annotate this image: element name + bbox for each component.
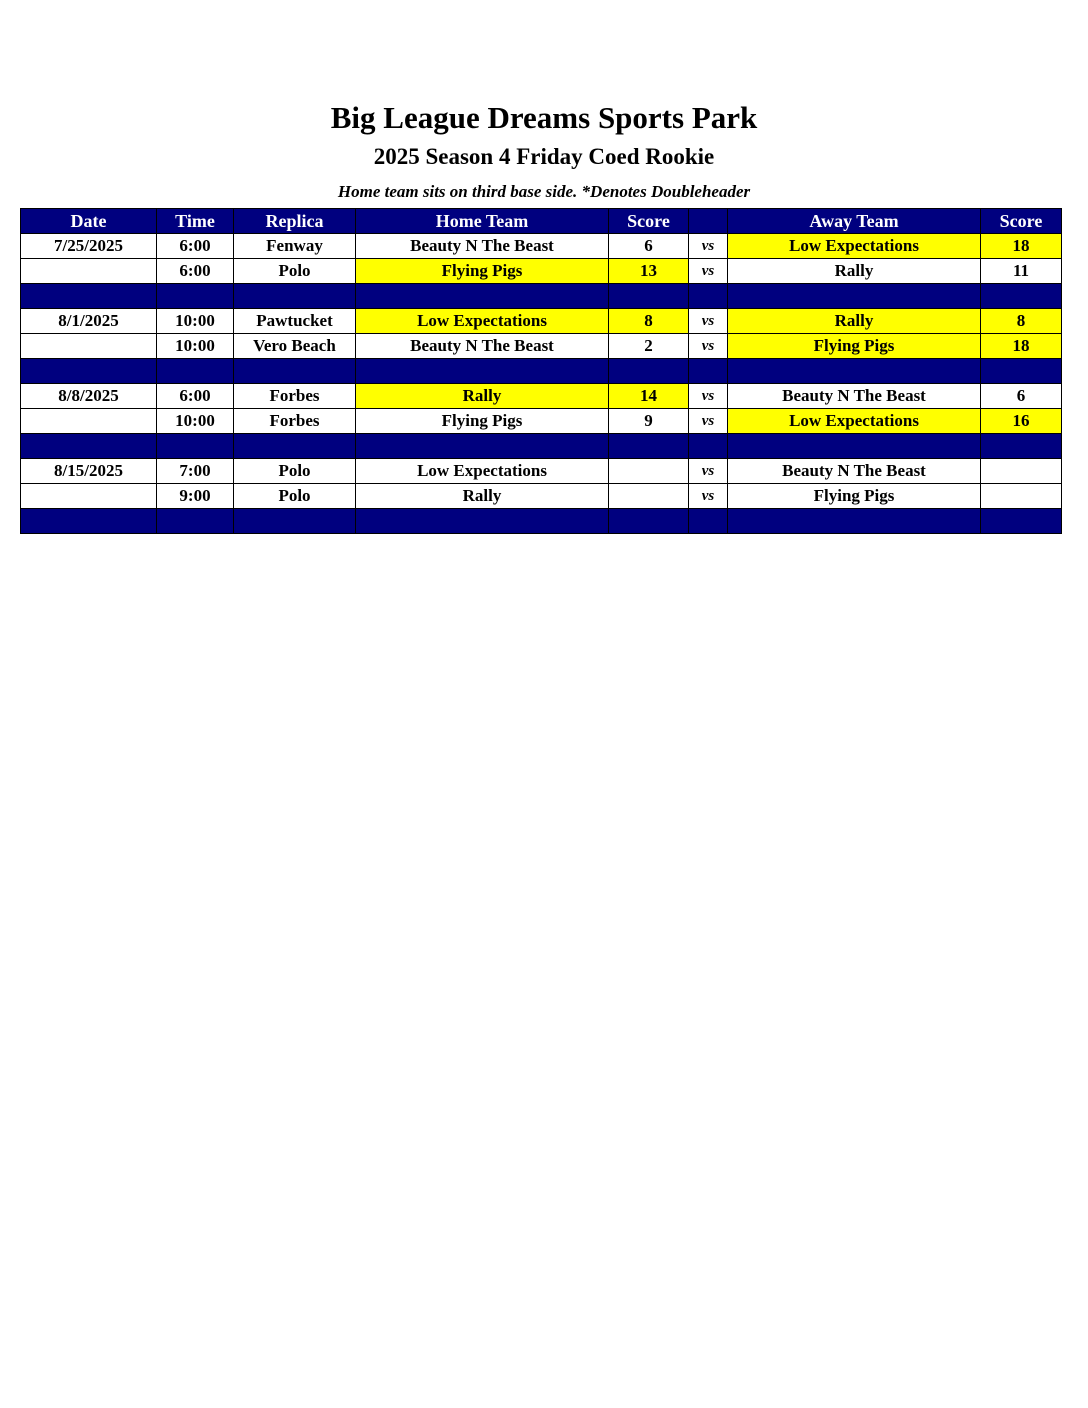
game-replica: Forbes bbox=[234, 384, 356, 409]
away-score: 18 bbox=[981, 334, 1062, 359]
vs-label: vs bbox=[689, 484, 728, 509]
home-score: 13 bbox=[609, 259, 689, 284]
home-score: 14 bbox=[609, 384, 689, 409]
home-team: Beauty N The Beast bbox=[356, 234, 609, 259]
away-score: 18 bbox=[981, 234, 1062, 259]
away-team: Rally bbox=[728, 309, 981, 334]
vs-label: vs bbox=[689, 459, 728, 484]
home-score: 6 bbox=[609, 234, 689, 259]
vs-label: vs bbox=[689, 384, 728, 409]
away-score: 16 bbox=[981, 409, 1062, 434]
table-row bbox=[21, 459, 1062, 484]
game-replica: Polo bbox=[234, 459, 356, 484]
vs-label: vs bbox=[689, 409, 728, 434]
game-date: 8/1/2025 bbox=[21, 309, 157, 334]
game-replica: Vero Beach bbox=[234, 334, 356, 359]
game-date bbox=[21, 409, 157, 434]
col-header-home-score: Score bbox=[609, 209, 689, 234]
schedule-table bbox=[20, 208, 1062, 534]
col-header-replica: Replica bbox=[234, 209, 356, 234]
table-row bbox=[21, 409, 1062, 434]
game-date: 8/15/2025 bbox=[21, 459, 157, 484]
away-team: Rally bbox=[728, 259, 981, 284]
away-team: Low Expectations bbox=[728, 409, 981, 434]
vs-label: vs bbox=[689, 234, 728, 259]
separator-row bbox=[21, 359, 1062, 384]
page-title: Big League Dreams Sports Park bbox=[330, 100, 758, 135]
game-time: 10:00 bbox=[157, 309, 234, 334]
home-team: Rally bbox=[356, 484, 609, 509]
page-subtitle: 2025 Season 4 Friday Coed Rookie bbox=[373, 144, 715, 169]
home-team: Flying Pigs bbox=[356, 259, 609, 284]
col-header-vs bbox=[689, 209, 728, 234]
home-score: 2 bbox=[609, 334, 689, 359]
table-row bbox=[21, 334, 1062, 359]
col-header-time: Time bbox=[157, 209, 234, 234]
game-replica: Fenway bbox=[234, 234, 356, 259]
home-score: 9 bbox=[609, 409, 689, 434]
table-row bbox=[21, 384, 1062, 409]
game-replica: Polo bbox=[234, 484, 356, 509]
home-score bbox=[609, 484, 689, 509]
vs-label: vs bbox=[689, 259, 728, 284]
away-team: Flying Pigs bbox=[728, 334, 981, 359]
col-header-away-score: Score bbox=[981, 209, 1062, 234]
away-score: 8 bbox=[981, 309, 1062, 334]
table-row bbox=[21, 484, 1062, 509]
away-team: Beauty N The Beast bbox=[728, 459, 981, 484]
separator-row bbox=[21, 509, 1062, 534]
home-team: Low Expectations bbox=[356, 309, 609, 334]
col-header-home-team: Home Team bbox=[356, 209, 609, 234]
home-team: Low Expectations bbox=[356, 459, 609, 484]
game-time: 7:00 bbox=[157, 459, 234, 484]
home-score: 8 bbox=[609, 309, 689, 334]
game-time: 6:00 bbox=[157, 384, 234, 409]
header-row bbox=[21, 209, 1062, 234]
home-score bbox=[609, 459, 689, 484]
game-date bbox=[21, 484, 157, 509]
vs-label: vs bbox=[689, 334, 728, 359]
table-row bbox=[21, 309, 1062, 334]
away-team: Beauty N The Beast bbox=[728, 384, 981, 409]
separator-row bbox=[21, 434, 1062, 459]
home-team: Flying Pigs bbox=[356, 409, 609, 434]
game-replica: Pawtucket bbox=[234, 309, 356, 334]
away-score bbox=[981, 484, 1062, 509]
game-time: 10:00 bbox=[157, 334, 234, 359]
game-date: 8/8/2025 bbox=[21, 384, 157, 409]
vs-label: vs bbox=[689, 309, 728, 334]
col-header-date: Date bbox=[21, 209, 157, 234]
game-date bbox=[21, 334, 157, 359]
table-row bbox=[21, 259, 1062, 284]
separator-row bbox=[21, 284, 1062, 309]
away-score bbox=[981, 459, 1062, 484]
away-score: 6 bbox=[981, 384, 1062, 409]
away-score: 11 bbox=[981, 259, 1062, 284]
home-team: Beauty N The Beast bbox=[356, 334, 609, 359]
schedule-note: Home team sits on third base side. *Denotes Doubleheader bbox=[337, 182, 751, 201]
col-header-away-team: Away Team bbox=[728, 209, 981, 234]
game-replica: Forbes bbox=[234, 409, 356, 434]
game-time: 9:00 bbox=[157, 484, 234, 509]
game-replica: Polo bbox=[234, 259, 356, 284]
away-team: Flying Pigs bbox=[728, 484, 981, 509]
game-date: 7/25/2025 bbox=[21, 234, 157, 259]
game-time: 6:00 bbox=[157, 259, 234, 284]
game-date bbox=[21, 259, 157, 284]
away-team: Low Expectations bbox=[728, 234, 981, 259]
game-time: 10:00 bbox=[157, 409, 234, 434]
home-team: Rally bbox=[356, 384, 609, 409]
game-time: 6:00 bbox=[157, 234, 234, 259]
table-row bbox=[21, 234, 1062, 259]
